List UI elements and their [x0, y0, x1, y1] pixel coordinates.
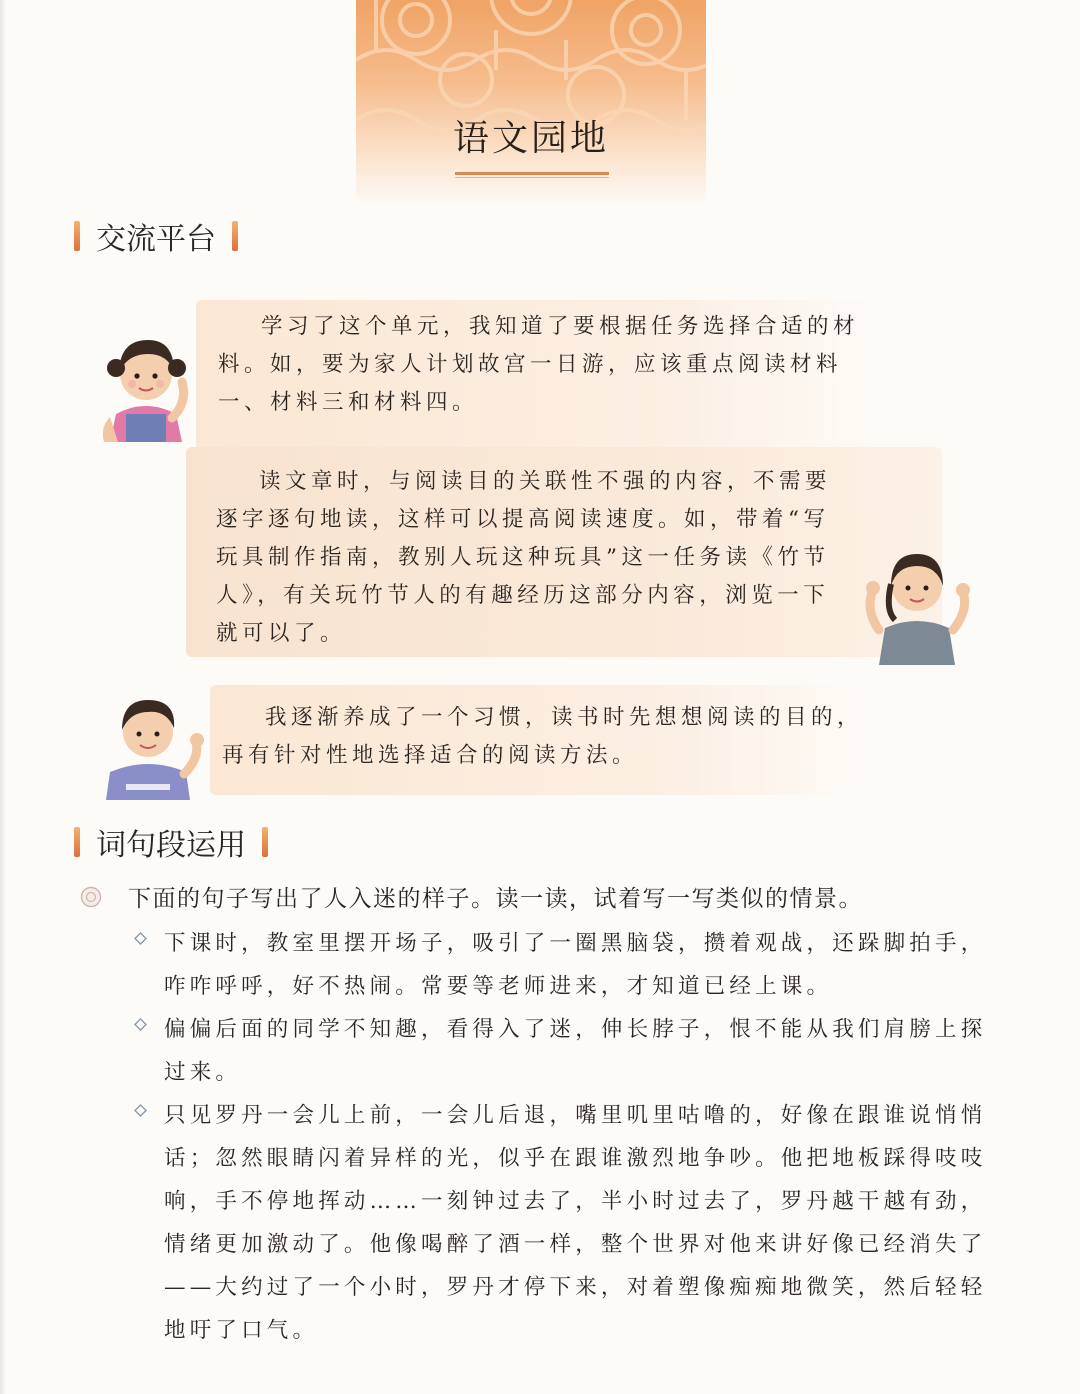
section-heading-exchange: [74, 216, 238, 256]
heading-bar-right: [232, 221, 238, 251]
example-sentence-1: [134, 922, 1004, 1008]
heading-bar-left: [74, 221, 80, 251]
dialogue-text: 读文章时，与阅读目的关联性不强的内容，不需要逐字逐句地读，这样可以提高阅读速度。如，带着“写玩具制作指南，教别人玩这种玩具”这一任务读《竹节人》，有关玩竹节人的有趣经历这部分内容，浏览一下就可以了。: [216, 469, 832, 646]
example-sentence-3: [134, 1094, 1004, 1352]
section-heading-text: 交流平台: [96, 222, 216, 257]
dialogue-bubble-3: [210, 685, 870, 795]
girl-pigtails-illustration: [92, 322, 202, 442]
girl-ponytail-illustration: [855, 540, 980, 665]
example-sentence-2: [134, 1008, 1004, 1094]
dialogue-text: 学习了这个单元，我知道了要根据任务选择合适的材料。如，要为家人计划故宫一日游，应该重点阅读材料一、材料三和材料四。: [218, 314, 860, 415]
page-edge-shadow: [0, 0, 6, 1394]
example-text: 下课时，教室里摆开场子，吸引了一圈黑脑袋，攒着观战，还跺脚拍手，咋咋呼呼，好不热闹。常要等老师进来，才知道已经上课。: [164, 931, 987, 999]
title-underline: [455, 172, 609, 175]
dialogue-text: 我逐渐养成了一个习惯，读书时先想想阅读的目的，再有针对性地选择适合的阅读方法。: [222, 705, 864, 768]
boy-illustration: [96, 688, 214, 800]
dialogue-bubble-2: [186, 447, 942, 657]
section-heading-text: 词句段运用: [96, 828, 246, 863]
heading-bar-right: [262, 827, 268, 857]
exercise-number-circle-icon: [80, 886, 102, 908]
title-underline-thin: [455, 177, 609, 178]
dialogue-bubble-1: [196, 300, 876, 450]
heading-bar-left: [74, 827, 80, 857]
page-title: 语文园地: [452, 118, 609, 159]
diamond-bullet-icon: [134, 932, 147, 945]
diamond-bullet-icon: [134, 1018, 147, 1031]
example-text: 只见罗丹一会儿上前，一会儿后退，嘴里叽里咕噜的，好像在跟谁说悄悄话；忽然眼睛闪着异样的光，似乎在跟谁激烈地争吵。他把地板踩得吱吱响，手不停地挥动……一刻钟过去了，半小时过去了，罗丹越干越有劲，情绪更加激动了。他像喝醉了酒一样，整个世界对他来讲好像已经消失了——大约过了一个小时，罗丹才停下来，对着塑像痴痴地微笑，然后轻轻地吁了口气。: [164, 1103, 987, 1343]
diamond-bullet-icon: [134, 1104, 147, 1117]
exercise-instruction: 下面的句子写出了人入迷的样子。读一读，试着写一写类似的情景。: [128, 886, 863, 912]
example-text: 偏偏后面的同学不知趣，看得入了迷，伸长脖子，恨不能从我们肩膀上探过来。: [164, 1017, 987, 1085]
section-heading-words: [74, 822, 268, 862]
